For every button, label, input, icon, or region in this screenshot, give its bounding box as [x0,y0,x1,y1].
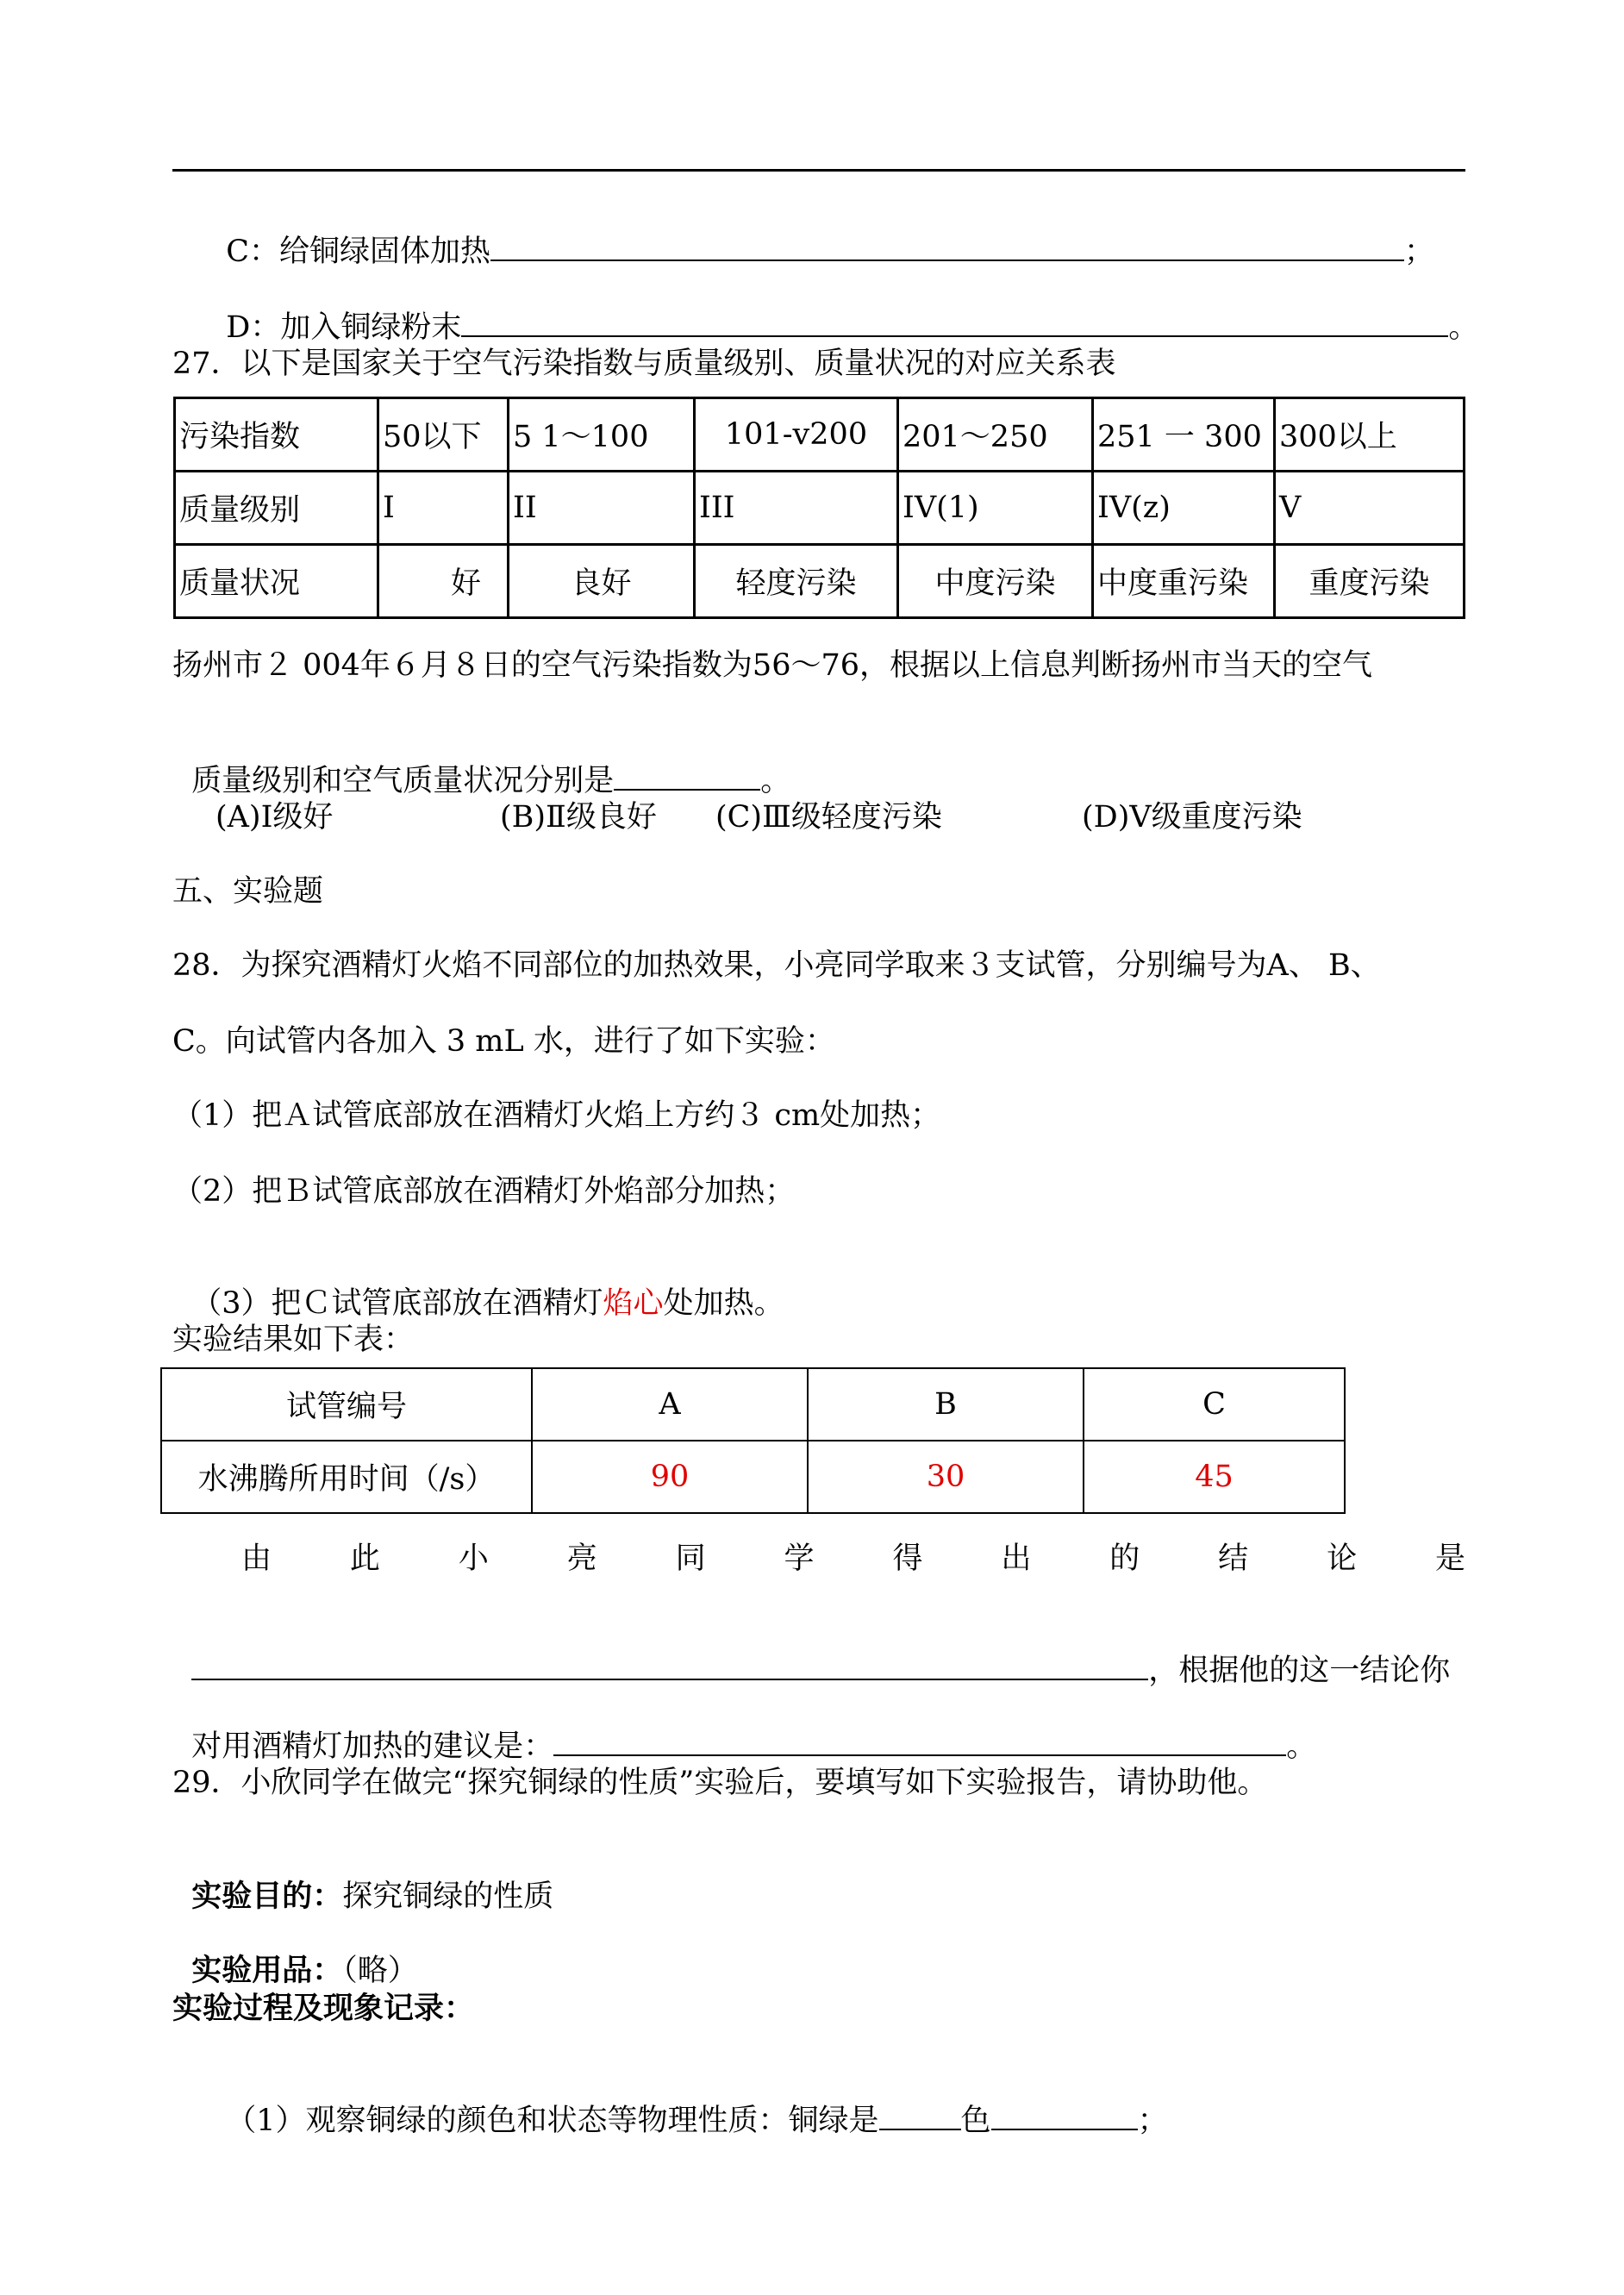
conclusion-char: 同 [675,1541,706,1576]
advice-label: 对用酒精灯加热的建议是： [191,1729,554,1764]
section-heading: 五、实验题 [172,874,324,909]
conclusion-char: 是 [1434,1541,1465,1576]
q27-text-1: 扬州市２ 004年６月８日的空气污染指数为56～76，根据以上信息判断扬州市当天的空气 [172,648,1373,683]
table-header-cell: 试管编号 [161,1368,532,1441]
table-cell: 轻度污染 [695,545,898,618]
conclusion-char: 出 [1001,1541,1032,1576]
process-label: 实验过程及现象记录： [172,1991,475,2026]
question-27: 27．以下是国家关于空气污染指数与质量级别、质量状况的对应关系表 [172,347,1116,381]
conclusion-char: 结 [1218,1541,1249,1576]
table-value-cell: 45 [1084,1441,1345,1513]
table-cell: III [695,472,898,545]
q28-step-3a: （3）把Ｃ试管底部放在酒精灯 [191,1286,603,1321]
item-d [207,271,1478,347]
conclusion-line [241,1540,1465,1578]
observation-line [207,2064,1168,2140]
conclusion-char: 学 [784,1541,815,1576]
table-cell: 201～250 [898,398,1093,472]
highlight-text: 焰心 [603,1286,664,1321]
pollution-table [173,397,1465,619]
q27-text-2a: 质量级别和空气质量状况分别是 [191,764,615,798]
table-header-cell: C [1084,1368,1345,1441]
table-cell: 50以下 [378,398,509,472]
advice-line [172,1690,1316,1766]
purpose-line [172,1840,553,1916]
blank-d[interactable] [461,310,1448,337]
conclusion-blank-line [172,1614,1450,1690]
supplies-line [172,1914,418,1990]
table-row [175,472,1465,545]
conclusion-char: 的 [1109,1541,1140,1576]
table-cell: 251 一 300 [1093,398,1275,472]
item-c [207,195,1434,271]
conclusion-char: 得 [892,1541,923,1576]
table-cell: 中度重污染 [1093,545,1275,618]
header-rule [172,169,1465,172]
q28-step-1: （1）把Ａ试管底部放在酒精灯火焰上方约３ cm处加热； [172,1098,941,1133]
purpose-text: 探究铜绿的性质 [342,1879,554,1914]
option-d[interactable]: (D)Ⅴ级重度污染 [1082,800,1302,835]
table-cell: I [378,472,509,545]
table-cell: 良好 [509,545,695,618]
observation-end: ； [1137,2104,1168,2138]
table-cell: IV(z) [1093,472,1275,545]
purpose-label: 实验目的： [191,1879,343,1914]
blank-state[interactable] [991,2103,1138,2130]
result-intro: 实验结果如下表： [172,1323,415,1357]
item-d-text: D：加入铜绿粉末 [226,310,462,345]
observation-color-word: 色 [960,2104,991,2138]
table-value-cell: 90 [532,1441,808,1513]
option-b[interactable]: (B)Ⅱ级良好 [500,800,657,835]
item-d-end: 。 [1448,310,1479,345]
table-cell: 质量状况 [175,545,378,618]
table-row-label: 水沸腾所用时间（/s） [161,1441,532,1513]
table-row [161,1441,1345,1513]
q28-step-3b: 处加热。 [663,1286,784,1321]
table-cell: 300以上 [1275,398,1465,472]
conclusion-char: 此 [349,1541,380,1576]
table-cell: 5 1～100 [509,398,695,472]
blank-c[interactable] [490,234,1404,261]
table-row [175,398,1465,472]
advice-end: 。 [1286,1729,1317,1764]
table-cell: 污染指数 [175,398,378,472]
q28-line-1: 28．为探究酒精灯火焰不同部位的加热效果，小亮同学取来３支试管，分别编号为A、 B、 [172,948,1381,983]
q28-step-2: （2）把Ｂ试管底部放在酒精灯外焰部分加热； [172,1174,796,1209]
question-29: 29．小欣同学在做完“探究铜绿的性质”实验后，要填写如下实验报告，请协助他。 [172,1766,1268,1800]
table-cell: IV(1) [898,472,1093,545]
conclusion-char: 小 [458,1541,489,1576]
q28-step-3 [172,1247,784,1323]
supplies-label: 实验用品： [191,1953,343,1988]
conclusion-char: 由 [241,1541,272,1576]
option-a[interactable]: (A)Ⅰ级好 [215,800,334,835]
q27-text-2b: 。 [760,764,791,798]
table-row [161,1368,1345,1441]
table-cell: II [509,472,695,545]
table-cell: 质量级别 [175,472,378,545]
item-c-end: ； [1404,235,1435,269]
option-c[interactable]: (C)Ⅲ级轻度污染 [715,800,942,835]
table-cell: 重度污染 [1275,545,1465,618]
blank-conclusion[interactable] [191,1653,1148,1680]
table-cell: 中度污染 [898,545,1093,618]
q27-text-2 [172,724,790,800]
q28-line-2: C。向试管内各加入 3 mL 水，进行了如下实验： [172,1024,835,1059]
blank-color[interactable] [879,2103,961,2130]
conclusion-char: 论 [1327,1541,1358,1576]
observation-text: （1）观察铜绿的颜色和状态等物理性质：铜绿是 [226,2104,879,2138]
table-value-cell: 30 [808,1441,1084,1513]
conclusion-char: 亮 [566,1541,597,1576]
result-table [160,1367,1346,1514]
supplies-text: （略） [342,1954,418,1988]
table-cell: 好 [378,545,509,618]
table-cell: 101-v200 [695,398,898,472]
table-header-cell: B [808,1368,1084,1441]
table-row [175,545,1465,618]
blank-q27[interactable] [614,763,760,791]
conclusion-tail: ，根据他的这一结论你 [1148,1654,1451,1688]
blank-advice[interactable] [553,1729,1286,1756]
table-header-cell: A [532,1368,808,1441]
table-cell: V [1275,472,1465,545]
item-c-text: C：给铜绿固体加热 [226,235,491,269]
